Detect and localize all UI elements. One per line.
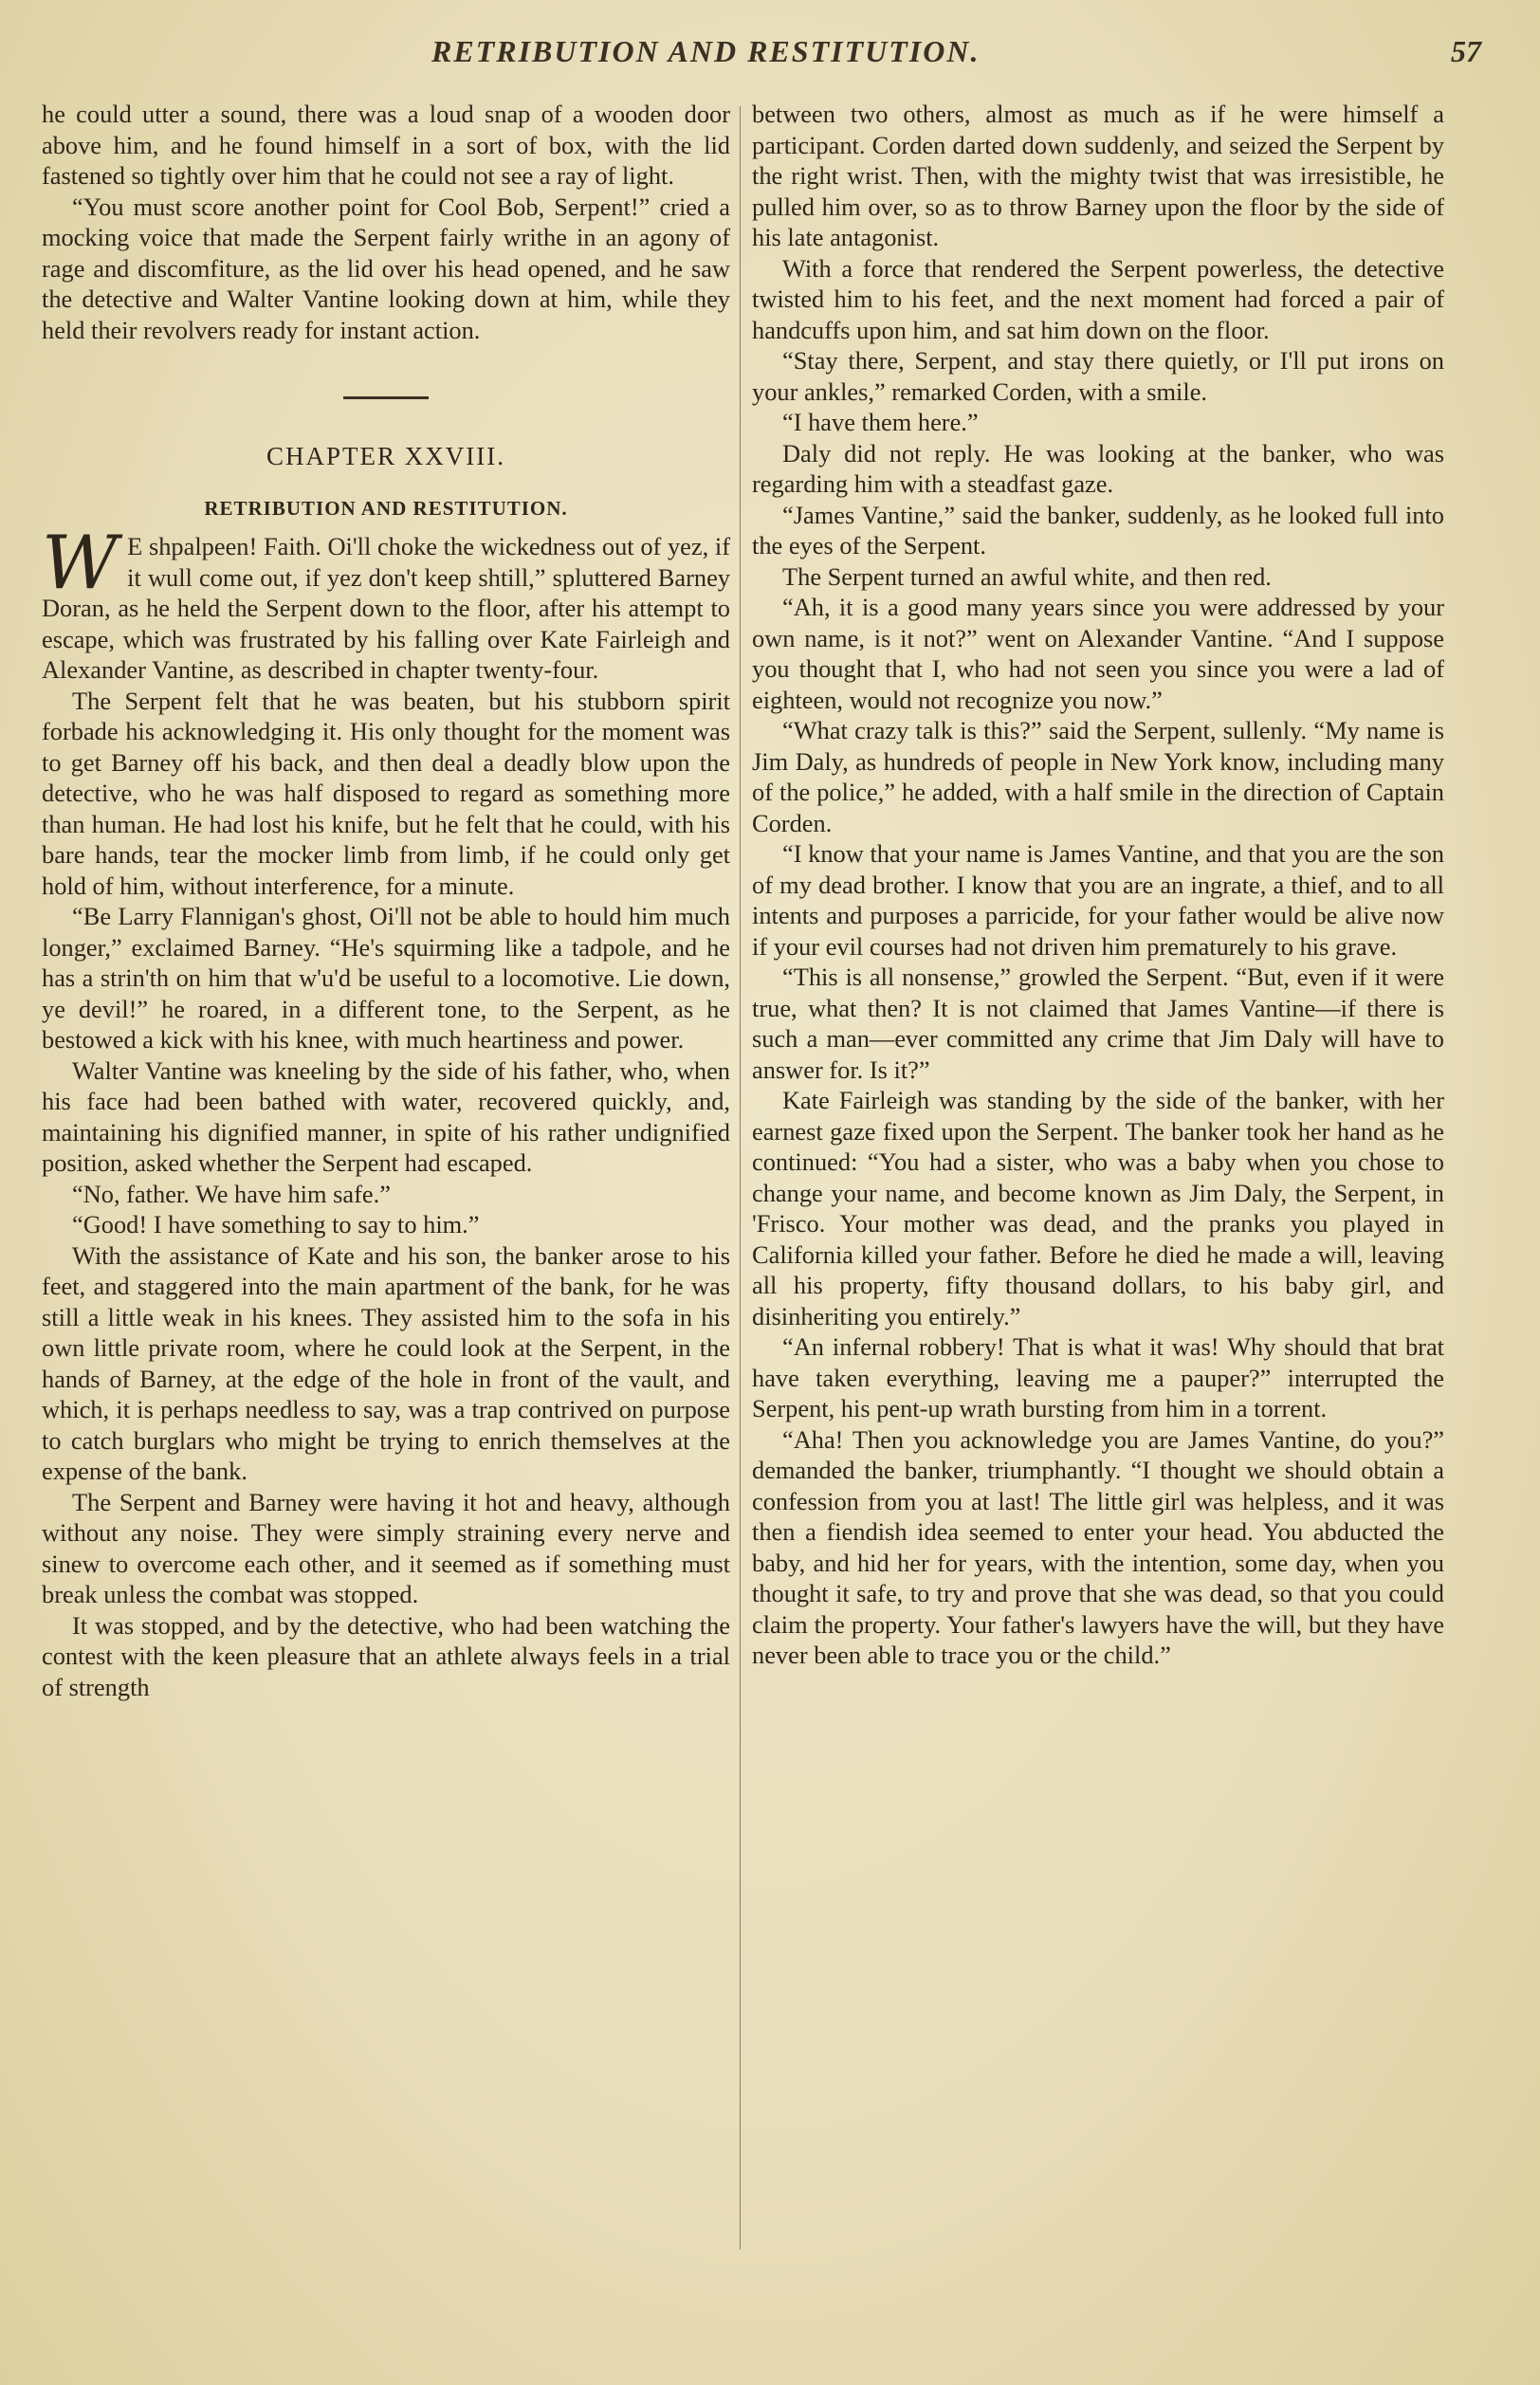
page-number: 57 — [1451, 34, 1481, 68]
paragraph: Walter Vantine was kneeling by the side of his father, who, when his face had been bathed with water, recovered quickly, and, maintaining his dignified manner, in spite of his rather undignified position, asked whether the Serpent had escaped. — [42, 1055, 730, 1177]
paragraph: The Serpent felt that he was beaten, but his stubborn spirit forbade his acknowledging it. His only thought for the moment was to get Barney off his back, and then deal a deadly blow upon the detective, who he was half disposed to regard as something more than human. He had lost his knife, but he felt that he could, with his bare hands, tear the mocker limb from limb, if he could only get hold of him, without interference, for a minute. — [42, 686, 730, 900]
paragraph: Kate Fairleigh was standing by the side of the banker, with her earnest gaze fixed upon the Serpent. The banker took her hand as he continued: “You had a sister, who was a baby when you chose to change your name, and become known as Jim Daly, the Serpent, in 'Frisco. Your mother was dead, and the pranks you played in California killed your father. Before he died he made a will, leaving all his property, fifty thousand dollars, to his baby girl, and disinheriting you entirely.” — [752, 1086, 1444, 1330]
paragraph: “I know that your name is James Vantine, and that you are the son of my dead brother. I know that you are an ingrate, a thief, and to all intents and purposes a parricide, for your father would be alive now if your evil courses had not driven him prematurely to his grave. — [752, 839, 1444, 961]
paragraph: Daly did not reply. He was looking at the banker, who was regarding him with a steadfast gaze. — [752, 438, 1444, 498]
right-column — [752, 99, 1444, 1671]
drop-cap: W — [42, 521, 119, 606]
paragraph: “I have them here.” — [782, 408, 979, 436]
paragraph: With a force that rendered the Serpent powerless, the detective twisted him to his feet, and the next moment had forced a pair of handcuffs upon him, and sat him down on the floor. — [752, 253, 1444, 344]
paragraph: he could utter a sound, there was a loud snap of a wooden door above him, and he found himself in a sort of box, with the lid fastened so tightly over him that he could not see a ray of light. — [42, 100, 730, 190]
paragraph: “Stay there, Serpent, and stay there quietly, or I'll put irons on your ankles,” remarked Corden, with a smile. — [752, 346, 1444, 406]
paragraph: “James Vantine,” said the banker, suddenly, as he looked full into the eyes of the Serpent. — [752, 500, 1444, 560]
paragraph: “Ah, it is a good many years since you were addressed by your own name, is it not?” went on Alexander Vantine. “And I suppose you thought that I, who had not seen you since you were a lad of eighteen, would not recognize you now.” — [752, 593, 1444, 714]
paragraph: “This is all nonsense,” growled the Serpent. “But, even if it were true, what then? It is not claimed that James Vantine—if there is such a man—ever committed any crime that Jim Daly will have to answer for. Is it?” — [752, 963, 1444, 1084]
column-divider — [740, 106, 741, 2249]
paragraph: “An infernal robbery! That is what it was! Why should that brat have taken everything, leaving me a pauper?” interrupted the Serpent, his pent-up wrath bursting from him in a torrent. — [752, 1332, 1444, 1422]
left-column — [42, 99, 730, 1702]
paragraph-text: E shpalpeen! Faith. Oi'll choke the wickedness out of yez, if it wull come out, if yez don't keep shtill,” spluttered Barney Doran, as he held the Serpent down to the floor, after his attempt to escape, which was frustrated by his falling over Kate Fairleigh and Alexander Vantine, as described in chapter twenty-four. — [42, 532, 730, 684]
paragraph: The Serpent and Barney were having it hot and heavy, although without any noise. They were simply straining every nerve and sinew to overcome each other, and it seemed as if something must break unless the combat was stopped. — [42, 1487, 730, 1608]
paragraph: “Be Larry Flannigan's ghost, Oi'll not be able to hould him much longer,” exclaimed Barney. “He's squirming like a tadpole, and he has a strin'th on him that w'u'd be useful to a locomotive. Lie down, ye devil!” he roared, in a different tone, to the Serpent, as he bestowed a kick with his knee, with much heartiness and power. — [42, 902, 730, 1054]
running-title: RETRIBUTION AND RESTITUTION. — [431, 34, 981, 68]
chapter-number: CHAPTER XXVIII. — [266, 442, 505, 470]
paragraph: between two others, almost as much as if he were himself a participant. Corden darted down suddenly, and seized the Serpent by the right wrist. Then, with the mighty twist that was irresistible, he pulled him over, so as to throw Barney upon the floor by the side of his late antagonist. — [752, 100, 1444, 251]
section-rule — [343, 396, 429, 399]
paragraph — [42, 521, 730, 686]
paragraph: “You must score another point for Cool Bob, Serpent!” cried a mocking voice that made the Serpent fairly writhe in an agony of rage and discomfiture, as the lid over his head opened, and he saw the detective and Walter Vantine looking down at him, while they held their revolvers ready for instant action. — [42, 192, 730, 344]
paragraph: “Aha! Then you acknowledge you are James Vantine, do you?” demanded the banker, triumphantly. “I thought we should obtain a confession from you at last! The little girl was helpless, and it was then a fiendish idea seemed to enter your head. You abducted the baby, and hid her for years, with the intention, some day, when you thought it safe, to try and prove that she was dead, so that you could claim the property. Your father's lawyers have the will, but they have never been able to trace you or the child.” — [752, 1424, 1444, 1669]
paragraph: With the assistance of Kate and his son, the banker arose to his feet, and staggered into the main apartment of the bank, for he was still a little weak in his knees. They assisted him to the sofa in his own little private room, where he could look at the Serpent, in the hands of Barney, at the edge of the hole in front of the vault, and which, it is perhaps needless to say, was a trap contrived on purpose to catch burglars who might be trying to enrich themselves at the expense of the bank. — [42, 1240, 730, 1485]
paragraph: The Serpent turned an awful white, and then red. — [782, 561, 1272, 591]
paragraph: “Good! I have something to say to him.” — [72, 1210, 480, 1238]
paragraph: It was stopped, and by the detective, who had been watching the contest with the keen pleasure that an athlete always feels in a trial of strength — [42, 1610, 730, 1701]
paragraph: “No, father. We have him safe.” — [72, 1179, 391, 1208]
chapter-title: RETRIBUTION AND RESTITUTION. — [204, 496, 568, 520]
paragraph: “What crazy talk is this?” said the Serpent, sullenly. “My name is Jim Daly, as hundreds of people in New York know, including many of the police,” he added, with a half smile in the direction of Captain Corden. — [752, 716, 1444, 837]
